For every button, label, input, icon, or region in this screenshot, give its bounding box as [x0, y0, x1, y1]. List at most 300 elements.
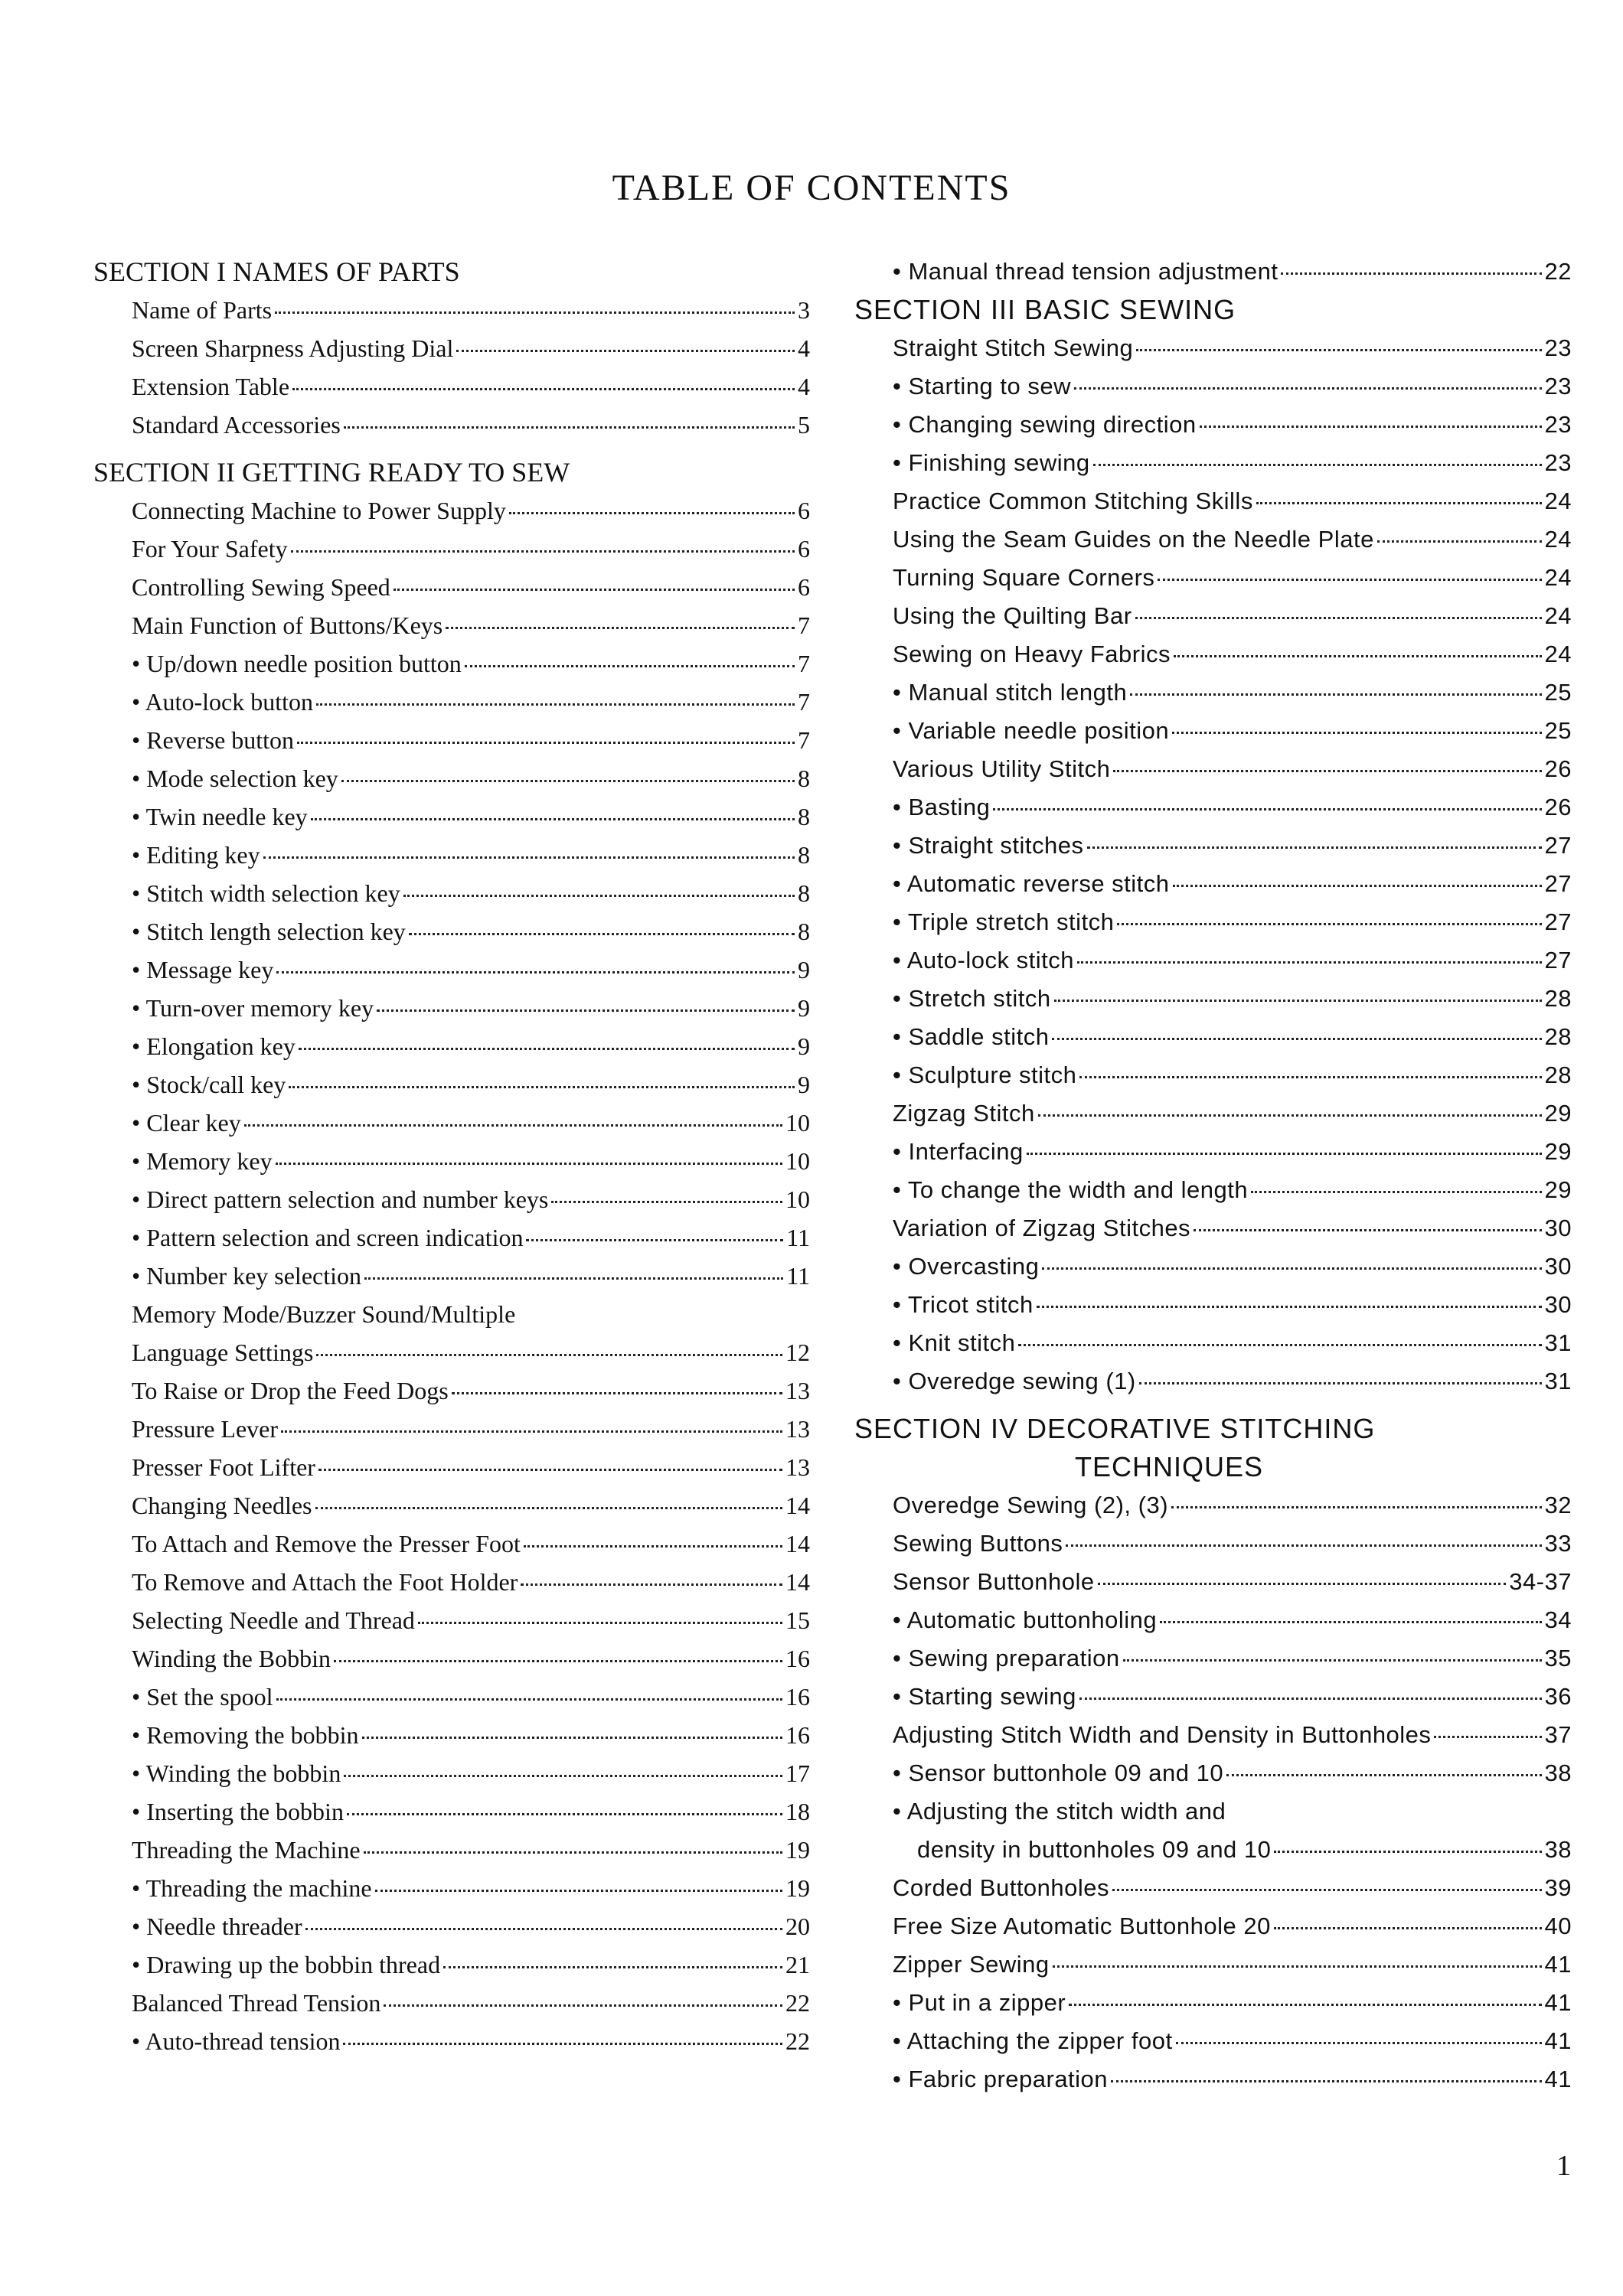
- toc-entry-page: 16: [785, 1645, 810, 1672]
- toc-entry-label: • Basting: [893, 794, 991, 820]
- toc-entry-page: 17: [785, 1760, 810, 1787]
- toc-entry-page: 24: [1544, 564, 1572, 591]
- toc-entry: [132, 1525, 810, 1563]
- dot-leader: [375, 1890, 782, 1892]
- toc-entry: [132, 568, 810, 606]
- toc-entry-label: Winding the Bobbin: [132, 1645, 331, 1672]
- toc-entry-label: • Direct pattern selection and number keys: [132, 1186, 549, 1213]
- toc-entry-page: 9: [798, 956, 810, 983]
- dot-leader: [1066, 1544, 1541, 1547]
- toc-entry: [893, 1792, 1572, 1831]
- dot-leader: [1038, 1114, 1542, 1117]
- dot-leader: [281, 1430, 782, 1433]
- toc-entry-page: 38: [1544, 1836, 1572, 1863]
- toc-entry-page: 4: [798, 334, 810, 362]
- toc-entry: [893, 1056, 1572, 1094]
- toc-entry-label: • Turn-over memory key: [132, 994, 374, 1022]
- toc-entry: [132, 1563, 810, 1601]
- toc-entry-page: 10: [785, 1186, 810, 1213]
- toc-entry-page: 23: [1544, 373, 1572, 400]
- toc-entry-label: • Manual stitch length: [893, 679, 1128, 706]
- dot-leader: [524, 1545, 782, 1548]
- toc-entry-page: 8: [798, 918, 810, 945]
- dot-leader: [377, 1009, 795, 1012]
- dot-leader: [1069, 2004, 1541, 2006]
- toc-entry: [132, 1257, 810, 1295]
- toc-entry-page: 19: [785, 1874, 810, 1902]
- toc-entry-label: Sewing on Heavy Fabrics: [893, 641, 1171, 667]
- toc-entry-label: • Sensor buttonhole 09 and 10: [893, 1760, 1224, 1786]
- toc-entry: [893, 673, 1572, 712]
- dot-leader: [311, 818, 795, 820]
- toc-entry-label: Turning Square Corners: [893, 564, 1155, 591]
- toc-entry-page: 10: [785, 1147, 810, 1175]
- toc-entry-page: 22: [785, 2027, 810, 2055]
- toc-entry-label: • Straight stitches: [893, 832, 1084, 859]
- toc-entry-page: 22: [1544, 258, 1572, 285]
- page-number: 1: [1556, 2150, 1571, 2182]
- toc-entry-page: 37: [1544, 1721, 1572, 1748]
- toc-entry-label: Name of Parts: [132, 296, 273, 324]
- dot-leader: [1434, 1736, 1541, 1738]
- toc-entry-page: 34-37: [1509, 1568, 1572, 1595]
- toc-list: [854, 1486, 1572, 2099]
- toc-entry-page: 4: [798, 373, 810, 400]
- toc-entry-label: Connecting Machine to Power Supply: [132, 497, 506, 524]
- toc-entry-page: 3: [798, 296, 810, 324]
- toc-entry: [893, 2022, 1572, 2060]
- toc-entry-label: • Adjusting the stitch width and: [893, 1798, 1226, 1825]
- toc-entry-page: 7: [798, 726, 810, 754]
- toc-entry: [893, 865, 1572, 903]
- dot-leader: [1112, 1889, 1541, 1891]
- toc-entry: [893, 1601, 1572, 1639]
- toc-entry-label: • Number key selection: [132, 1262, 361, 1290]
- toc-entry-page: 24: [1544, 526, 1572, 553]
- toc-entry: [132, 1831, 810, 1869]
- dot-leader: [315, 1507, 783, 1509]
- toc-entry: [893, 750, 1572, 788]
- toc-entry: [132, 1180, 810, 1218]
- dot-leader: [305, 1928, 782, 1930]
- toc-entry: [132, 836, 810, 874]
- toc-entry: [893, 482, 1572, 520]
- toc-entry-page: 30: [1544, 1215, 1572, 1241]
- dot-leader: [1174, 655, 1542, 657]
- toc-entry-page: 9: [798, 1032, 810, 1060]
- toc-entry: [132, 491, 810, 530]
- toc-list: [93, 491, 810, 2060]
- toc-entry-page: 11: [786, 1224, 810, 1251]
- toc-entry: [893, 1984, 1572, 2022]
- toc-entry-label: • Pattern selection and screen indication: [132, 1224, 524, 1251]
- toc-entry: [132, 683, 810, 721]
- toc-entry: [893, 1716, 1572, 1754]
- toc-entry: [893, 597, 1572, 635]
- dot-leader: [1037, 1306, 1542, 1308]
- toc-entry-page: 27: [1544, 832, 1572, 859]
- toc-entry: [893, 1563, 1572, 1601]
- toc-entry: [132, 1448, 810, 1486]
- toc-entry: [893, 980, 1572, 1018]
- toc-entry-page: 28: [1544, 1062, 1572, 1088]
- toc-entry-page: 9: [798, 994, 810, 1022]
- toc-list: [854, 253, 1572, 291]
- dot-leader: [446, 627, 795, 629]
- toc-entry-page: 14: [785, 1492, 810, 1519]
- toc-entry: [893, 2060, 1572, 2099]
- toc-entry-label: • To change the width and length: [893, 1176, 1249, 1203]
- toc-entry-label: Straight Stitch Sewing: [893, 334, 1134, 361]
- toc-entry-page: 6: [798, 573, 810, 601]
- dot-leader: [1027, 1153, 1542, 1155]
- toc-entry-page: 40: [1544, 1913, 1572, 1939]
- toc-entry-label: Various Utility Stitch: [893, 755, 1111, 782]
- toc-entry: [893, 635, 1572, 673]
- toc-entry-label: • Starting to sew: [893, 373, 1072, 400]
- toc-entry-page: 21: [785, 1951, 810, 1978]
- toc-entry-page: 38: [1544, 1760, 1572, 1786]
- toc-entry-page: 29: [1544, 1100, 1572, 1127]
- toc-entry: [132, 530, 810, 568]
- toc-list: [93, 291, 810, 444]
- toc-entry: [132, 912, 810, 951]
- toc-entry-page: 32: [1544, 1492, 1572, 1518]
- toc-entry-label: • Manual thread tension adjustment: [893, 258, 1278, 285]
- dot-leader: [1079, 1698, 1542, 1700]
- dot-leader: [521, 1583, 782, 1586]
- dot-leader: [362, 1737, 782, 1739]
- section-heading-continued: TECHNIQUES: [1075, 1451, 1264, 1482]
- toc-entry-page: 24: [1544, 602, 1572, 629]
- toc-entry-page: 27: [1544, 870, 1572, 897]
- toc-entry-label: • Editing key: [132, 841, 260, 869]
- toc-entry: [132, 1410, 810, 1448]
- dot-leader: [452, 1392, 782, 1394]
- dot-leader: [465, 665, 795, 667]
- toc-right-column: [854, 253, 1572, 2099]
- toc-entry-page: 27: [1544, 908, 1572, 935]
- dot-leader: [1160, 1621, 1541, 1623]
- toc-entry-label: • Auto-lock button: [132, 688, 313, 716]
- dot-leader: [299, 1048, 795, 1050]
- dot-leader: [276, 1698, 782, 1701]
- toc-entry-label: Changing Needles: [132, 1492, 312, 1519]
- toc-entry: [893, 1754, 1572, 1792]
- dot-leader: [1074, 387, 1542, 390]
- toc-list: [854, 329, 1572, 1401]
- toc-entry-label: To Remove and Attach the Foot Holder: [132, 1568, 518, 1596]
- dot-leader: [1251, 1191, 1541, 1193]
- dot-leader: [418, 1622, 782, 1624]
- toc-entry: [132, 721, 810, 759]
- toc-entry-label: • Put in a zipper: [893, 1989, 1066, 2016]
- toc-entry: [893, 1171, 1572, 1209]
- toc-entry-label: • Variable needle position: [893, 717, 1170, 744]
- dot-leader: [1274, 1927, 1542, 1929]
- toc-entry-label: • Stock/call key: [132, 1071, 286, 1098]
- dot-leader: [1226, 1774, 1541, 1776]
- toc-entry: [132, 1027, 810, 1065]
- dot-leader: [509, 512, 795, 514]
- toc-entry: [132, 1104, 810, 1142]
- toc-entry-page: 26: [1544, 794, 1572, 820]
- toc-entry-label: • Message key: [132, 956, 274, 983]
- toc-entry-label: Sensor Buttonhole: [893, 1568, 1095, 1595]
- toc-entry-label: Free Size Automatic Buttonhole 20: [893, 1913, 1271, 1939]
- toc-entry-page: 39: [1544, 1874, 1572, 1901]
- toc-entry: [893, 1945, 1572, 1984]
- toc-entry: [132, 1754, 810, 1792]
- toc-entry-label: • Automatic reverse stitch: [893, 870, 1170, 897]
- toc-entry-page: 41: [1544, 1989, 1572, 2016]
- toc-entry-label: • Changing sewing direction: [893, 411, 1197, 438]
- toc-entry-page: 25: [1544, 679, 1572, 706]
- dot-leader: [244, 1124, 782, 1127]
- toc-entry: [132, 874, 810, 912]
- toc-entry: [132, 1601, 810, 1639]
- toc-entry: [132, 1945, 810, 1984]
- toc-entry-page: 13: [785, 1453, 810, 1481]
- toc-entry-label: Main Function of Buttons/Keys: [132, 612, 443, 639]
- dot-leader: [1111, 2080, 1541, 2082]
- toc-entry-page: 8: [798, 879, 810, 907]
- toc-entry-page: 33: [1544, 1530, 1572, 1557]
- toc-entry-label: • Inserting the bobbin: [132, 1798, 344, 1825]
- toc-entry-label: Balanced Thread Tension: [132, 1989, 381, 2017]
- toc-entry-label: Memory Mode/Buzzer Sound/Multiple: [132, 1300, 516, 1328]
- toc-entry-label: For Your Safety: [132, 535, 288, 563]
- dot-leader: [364, 1277, 783, 1280]
- dot-leader: [551, 1201, 782, 1203]
- toc-entry: [893, 367, 1572, 406]
- dot-leader: [344, 426, 795, 429]
- toc-entry-label: • Automatic buttonholing: [893, 1606, 1158, 1633]
- dot-leader: [344, 1775, 782, 1777]
- toc-entry: [132, 1295, 810, 1333]
- toc-entry-page: 26: [1544, 755, 1572, 782]
- toc-entry-label: • Auto-thread tension: [132, 2027, 341, 2055]
- dot-leader: [1171, 1506, 1541, 1508]
- toc-entry-label: • Stitch length selection key: [132, 918, 406, 945]
- dot-leader: [1113, 770, 1541, 772]
- toc-entry: [132, 797, 810, 836]
- toc-entry-label: • Triple stretch stitch: [893, 908, 1115, 935]
- toc-entry: [893, 559, 1572, 597]
- dot-leader: [263, 856, 795, 859]
- section-heading: SECTION III BASIC SEWING: [854, 294, 1236, 325]
- toc-entry-label: Overedge Sewing (2), (3): [893, 1492, 1169, 1518]
- toc-entry-label: Using the Quilting Bar: [893, 602, 1132, 629]
- toc-entry: [132, 367, 810, 406]
- toc-entry-label: • Knit stitch: [893, 1329, 1016, 1356]
- dot-leader: [1053, 1965, 1542, 1968]
- dot-leader: [409, 933, 795, 935]
- toc-entry-page: 31: [1544, 1368, 1572, 1394]
- toc-entry-label: • Overcasting: [893, 1253, 1040, 1280]
- toc-entry-page: 11: [786, 1262, 810, 1290]
- toc-entry-page: 27: [1544, 947, 1572, 974]
- toc-entry: [893, 827, 1572, 865]
- dot-leader: [276, 971, 795, 974]
- toc-entry-label: • Up/down needle position button: [132, 650, 462, 677]
- toc-entry-page: 14: [785, 1568, 810, 1596]
- toc-entry-label: • Drawing up the bobbin thread: [132, 1951, 441, 1978]
- toc-entry-page: 28: [1544, 1023, 1572, 1050]
- toc-entry-label: Extension Table: [132, 373, 290, 400]
- toc-entry: [132, 1678, 810, 1716]
- toc-entry: [132, 1333, 810, 1371]
- dot-leader: [1274, 1851, 1541, 1853]
- dot-leader: [316, 1354, 782, 1356]
- dot-leader: [1377, 540, 1542, 543]
- dot-leader: [1135, 617, 1542, 619]
- toc-entry-label: Pressure Lever: [132, 1415, 279, 1443]
- toc-entry-label: • Fabric preparation: [893, 2066, 1109, 2092]
- dot-leader: [318, 1469, 782, 1471]
- toc-entry-label: Presser Foot Lifter: [132, 1453, 315, 1481]
- toc-entry-label: • Winding the bobbin: [132, 1760, 341, 1787]
- toc-entry-label: • Starting sewing: [893, 1683, 1076, 1710]
- toc-entry-page: 12: [785, 1339, 810, 1366]
- toc-entry-label: • Attaching the zipper foot: [893, 2027, 1173, 2054]
- toc-entry-label: Controlling Sewing Speed: [132, 573, 390, 601]
- section-heading: SECTION I NAMES OF PARTS: [93, 256, 460, 287]
- toc-entry: [893, 941, 1572, 980]
- toc-entry-label: Sewing Buttons: [893, 1530, 1063, 1557]
- toc-entry-page: 15: [785, 1606, 810, 1634]
- toc-entry: [893, 903, 1572, 941]
- toc-entry-label: • Sculpture stitch: [893, 1062, 1077, 1088]
- toc-entry-label: • Clear key: [132, 1109, 241, 1137]
- toc-entry: [132, 606, 810, 644]
- toc-entry-page: 7: [798, 612, 810, 639]
- toc-entry-label: • Set the spool: [132, 1683, 273, 1711]
- toc-entry-label: • Stitch width selection key: [132, 879, 400, 907]
- toc-entry-label: Selecting Needle and Thread: [132, 1606, 415, 1634]
- toc-entry-page: 20: [785, 1913, 810, 1940]
- toc-entry-label: • Sewing preparation: [893, 1645, 1120, 1671]
- dot-leader: [1139, 1382, 1542, 1384]
- toc-entry-page: 29: [1544, 1176, 1572, 1203]
- toc-entry-page: 10: [785, 1109, 810, 1137]
- toc-entry-page: 25: [1544, 717, 1572, 744]
- toc-entry: [893, 1678, 1572, 1716]
- toc-entry-page: 24: [1544, 488, 1572, 514]
- toc-entry-label: Threading the Machine: [132, 1836, 361, 1864]
- section-heading: SECTION IV DECORATIVE STITCHING: [854, 1413, 1376, 1444]
- dot-leader: [297, 742, 795, 744]
- dot-leader: [403, 895, 795, 897]
- toc-entry-label: • Threading the machine: [132, 1874, 372, 1902]
- toc-entry-page: 22: [785, 1989, 810, 2017]
- toc-entry-page: 36: [1544, 1683, 1572, 1710]
- toc-entry: [893, 712, 1572, 750]
- toc-entry: [893, 1525, 1572, 1563]
- dot-leader: [394, 589, 795, 591]
- toc-entry: [893, 1094, 1572, 1133]
- toc-entry-label: Standard Accessories: [132, 411, 341, 439]
- toc-entry-label: Variation of Zigzag Stitches: [893, 1215, 1191, 1241]
- toc-entry-page: 34: [1544, 1606, 1572, 1633]
- toc-entry: [893, 1018, 1572, 1056]
- toc-entry: [132, 1907, 810, 1945]
- toc-entry-page: 6: [798, 497, 810, 524]
- dot-leader: [276, 1163, 782, 1165]
- toc-entry: [132, 1869, 810, 1907]
- toc-entry-label: • Tricot stitch: [893, 1291, 1034, 1318]
- toc-entry: [132, 1065, 810, 1104]
- toc-entry-label: Zipper Sewing: [893, 1951, 1050, 1978]
- dot-leader: [1194, 1229, 1541, 1231]
- toc-entry: [132, 1984, 810, 2022]
- dot-leader: [334, 1660, 782, 1662]
- dot-leader: [1130, 693, 1541, 696]
- dot-leader: [1054, 1000, 1542, 1002]
- dot-leader: [347, 1813, 782, 1815]
- toc-entry: [132, 1792, 810, 1831]
- toc-entry-label: Language Settings: [132, 1339, 314, 1366]
- toc-entry-page: 13: [785, 1377, 810, 1404]
- toc-entry-page: 29: [1544, 1138, 1572, 1165]
- toc-entry-page: 8: [798, 765, 810, 792]
- toc-entry-label: • Saddle stitch: [893, 1023, 1050, 1050]
- toc-entry-page: 28: [1544, 985, 1572, 1012]
- toc-entry: [893, 1362, 1572, 1401]
- toc-entry: [893, 406, 1572, 444]
- toc-entry-page: 14: [785, 1530, 810, 1557]
- dot-leader: [1098, 1583, 1507, 1585]
- toc-entry: [132, 1639, 810, 1678]
- dot-leader: [1256, 502, 1542, 504]
- dot-leader: [1281, 272, 1541, 275]
- toc-entry: [132, 1716, 810, 1754]
- dot-leader: [364, 1851, 782, 1854]
- dot-leader: [1123, 1659, 1542, 1662]
- toc-entry-label: • Elongation key: [132, 1032, 296, 1060]
- toc-entry: [132, 291, 810, 329]
- toc-entry-page: 13: [785, 1415, 810, 1443]
- toc-entry: [893, 1869, 1572, 1907]
- toc-entry: [893, 1324, 1572, 1362]
- toc-entry: [893, 1133, 1572, 1171]
- dot-leader: [443, 1966, 782, 1968]
- toc-entry: [893, 1286, 1572, 1324]
- toc-entry-page: 8: [798, 841, 810, 869]
- toc-entry: [132, 989, 810, 1027]
- dot-leader: [1117, 923, 1541, 925]
- dot-leader: [1158, 579, 1541, 581]
- dot-leader: [384, 2004, 782, 2007]
- toc-entry: [893, 1907, 1572, 1945]
- dot-leader: [316, 703, 795, 706]
- toc-entry-page: 41: [1544, 2066, 1572, 2092]
- toc-entry-label: • Interfacing: [893, 1138, 1024, 1165]
- toc-entry-page: 16: [785, 1721, 810, 1749]
- toc-entry-page: 19: [785, 1836, 810, 1864]
- toc-entry: [893, 253, 1572, 291]
- toc-entry: [893, 329, 1572, 367]
- toc-entry-page: 9: [798, 1071, 810, 1098]
- toc-entry-label: Practice Common Stitching Skills: [893, 488, 1253, 514]
- toc-left-column: [93, 253, 810, 2060]
- toc-entry-label: density in buttonholes 09 and 10: [917, 1836, 1272, 1863]
- dot-leader: [291, 550, 795, 553]
- toc-entry-label: • Twin needle key: [132, 803, 308, 830]
- toc-entry-page: 30: [1544, 1253, 1572, 1280]
- toc-entry-page: 23: [1544, 449, 1572, 476]
- toc-entry: [893, 1486, 1572, 1525]
